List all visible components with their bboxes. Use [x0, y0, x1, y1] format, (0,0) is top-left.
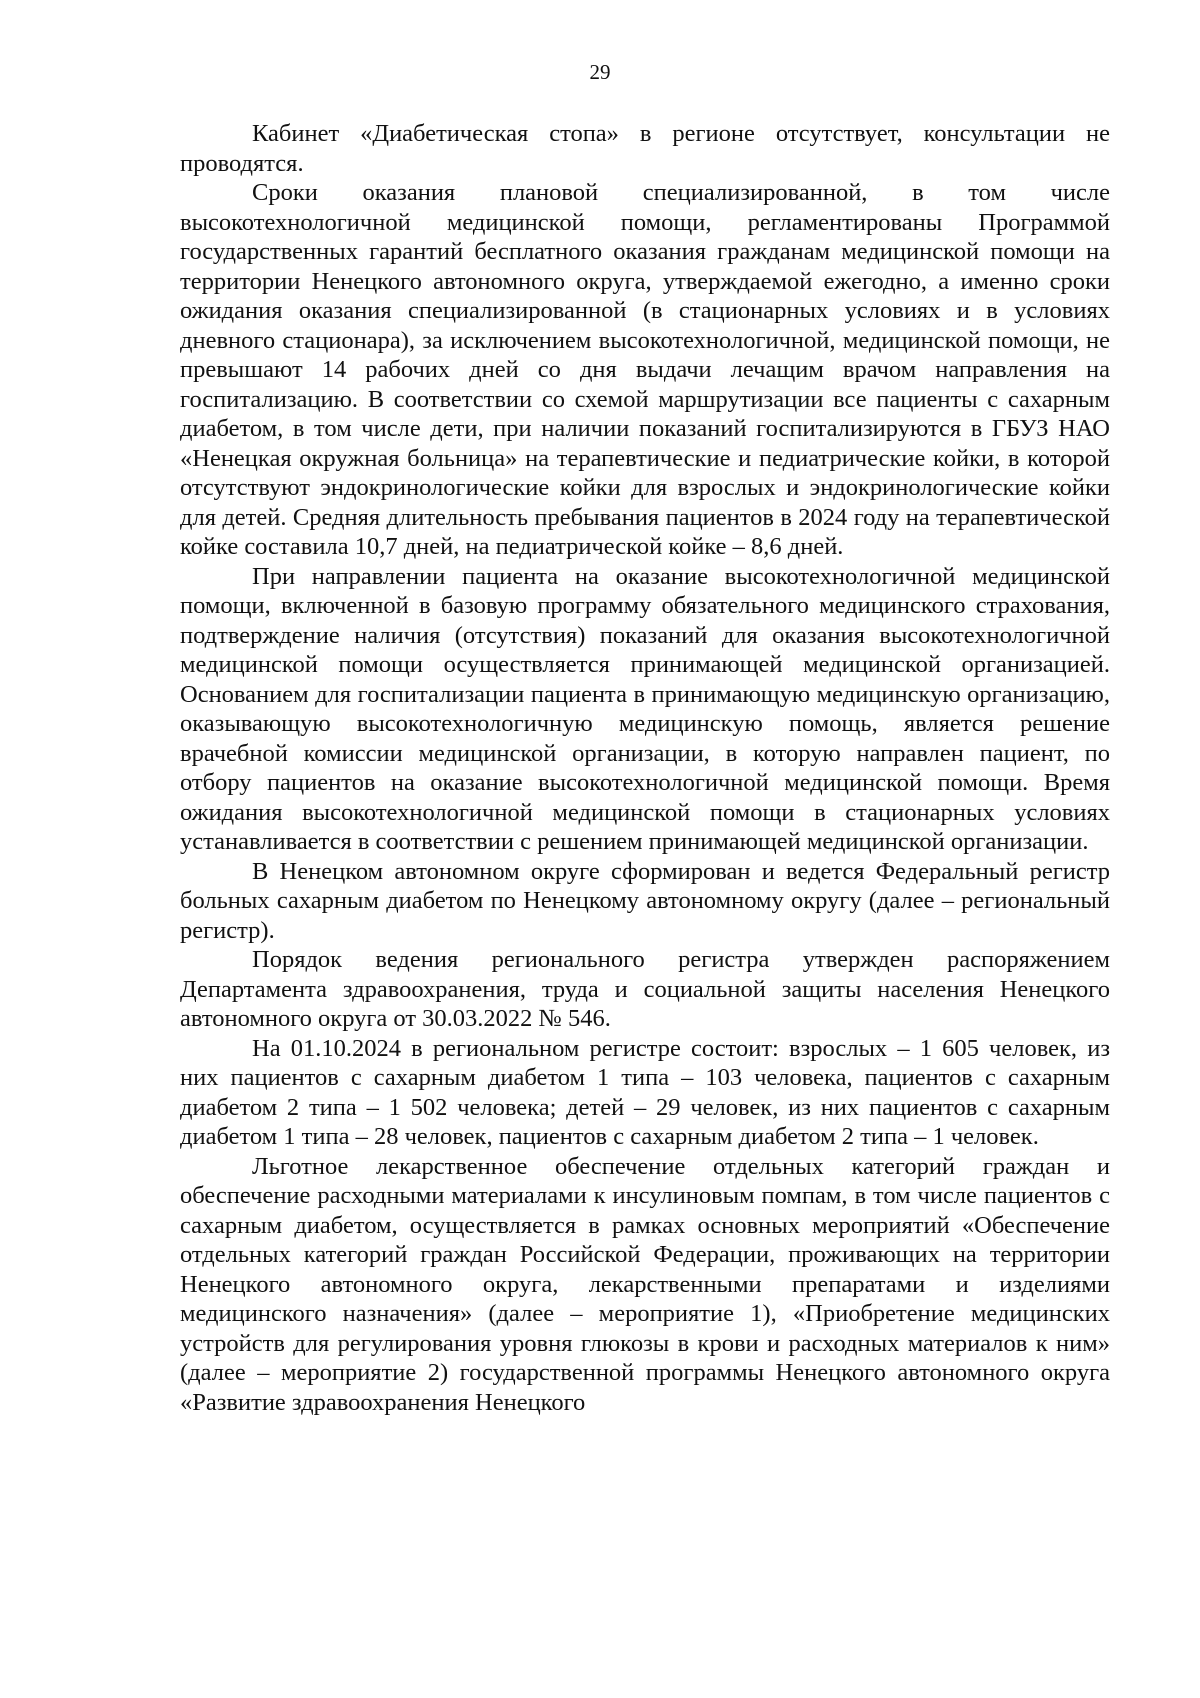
paragraph-diabetic-foot: Кабинет «Диабетическая стопа» в регионе отсутствует, консультации не проводятся.	[180, 120, 1110, 177]
paragraph-care-timeframes: Сроки оказания плановой специализированной, в том числе высокотехнологичной медицинской помощи, регламентированы Программой государственных гарантий бесплатного оказания гражданам медицинской помощи на территории Ненецкого автономного округа, утверждаемой ежегодно, а именно сроки ожидания оказания специализированной (в стационарных условиях и в условиях дневного стационара), за исключением высокотехнологичной, медицинской помощи, не превышают 14 рабочих дней со дня выдачи лечащим врачом направления на госпитализацию. В соответствии со схемой маршрутизации все пациенты с сахарным диабетом, в том числе дети, при наличии показаний госпитализируются в ГБУЗ НАО «Ненецкая окружная больница» на терапевтические и педиатрические койки, в которой отсутствуют эндокринологические койки для взрослых и эндокринологические койки для детей. Средняя длительность пребывания пациентов в 2024 году на терапевтической койке составила 10,7 дней, на педиатрической койке – 8,6 дней.	[180, 179, 1110, 560]
paragraph-high-tech-care-referral: При направлении пациента на оказание высокотехнологичной медицинской помощи, включенной в базовую программу обязательного медицинского страхования, подтверждение наличия (отсутствия) показаний для оказания высокотехнологичной медицинской помощи осуществляется принимающей медицинской организацией. Основанием для госпитализации пациента в принимающую медицинскую организацию, оказывающую высокотехнологичную медицинскую помощь, является решение врачебной комиссии медицинской организации, в которую направлен пациент, по отбору пациентов на оказание высокотехнологичной медицинской помощи. Время ожидания высокотехнологичной медицинской помощи в стационарных условиях устанавливается в соответствии с решением принимающей медицинской организации.	[180, 562, 1110, 855]
paragraph-register-statistics: На 01.10.2024 в региональном регистре состоит: взрослых – 1 605 человек, из них пациентов с сахарным диабетом 1 типа – 103 человека, пациентов с сахарным диабетом 2 типа – 1 502 человека; детей – 29 человек, из них пациентов с сахарным диабетом 1 типа – 28 человек, пациентов с сахарным диабетом 2 типа – 1 человек.	[180, 1034, 1110, 1150]
paragraph-drug-provision: Льготное лекарственное обеспечение отдельных категорий граждан и обеспечение расходными материалами к инсулиновым помпам, в том числе пациентов с сахарным диабетом, осуществляется в рамках основных мероприятий «Обеспечение отдельных категорий граждан Российской Федерации, проживающих на территории Ненецкого автономного округа, лекарственными препаратами и изделиями медицинского назначения» (далее – мероприятие 1), «Приобретение медицинских устройств для регулирования уровня глюкозы в крови и расходных материалов к ним» (далее – мероприятие 2) государственной программы Ненецкого автономного округа «Развитие здравоохранения Ненецкого	[180, 1152, 1110, 1416]
paragraph-regional-register: В Ненецком автономном округе сформирован и ведется Федеральный регистр больных сахарным диабетом по Ненецкому автономному округу (далее – региональный регистр).	[180, 857, 1110, 944]
document-body	[180, 119, 1110, 1417]
page-number: 29	[589, 60, 611, 84]
paragraph-register-procedure: Порядок ведения регионального регистра утвержден распоряжением Департамента здравоохранения, труда и социальной защиты населения Ненецкого автономного округа от 30.03.2022 № 546.	[180, 946, 1110, 1032]
